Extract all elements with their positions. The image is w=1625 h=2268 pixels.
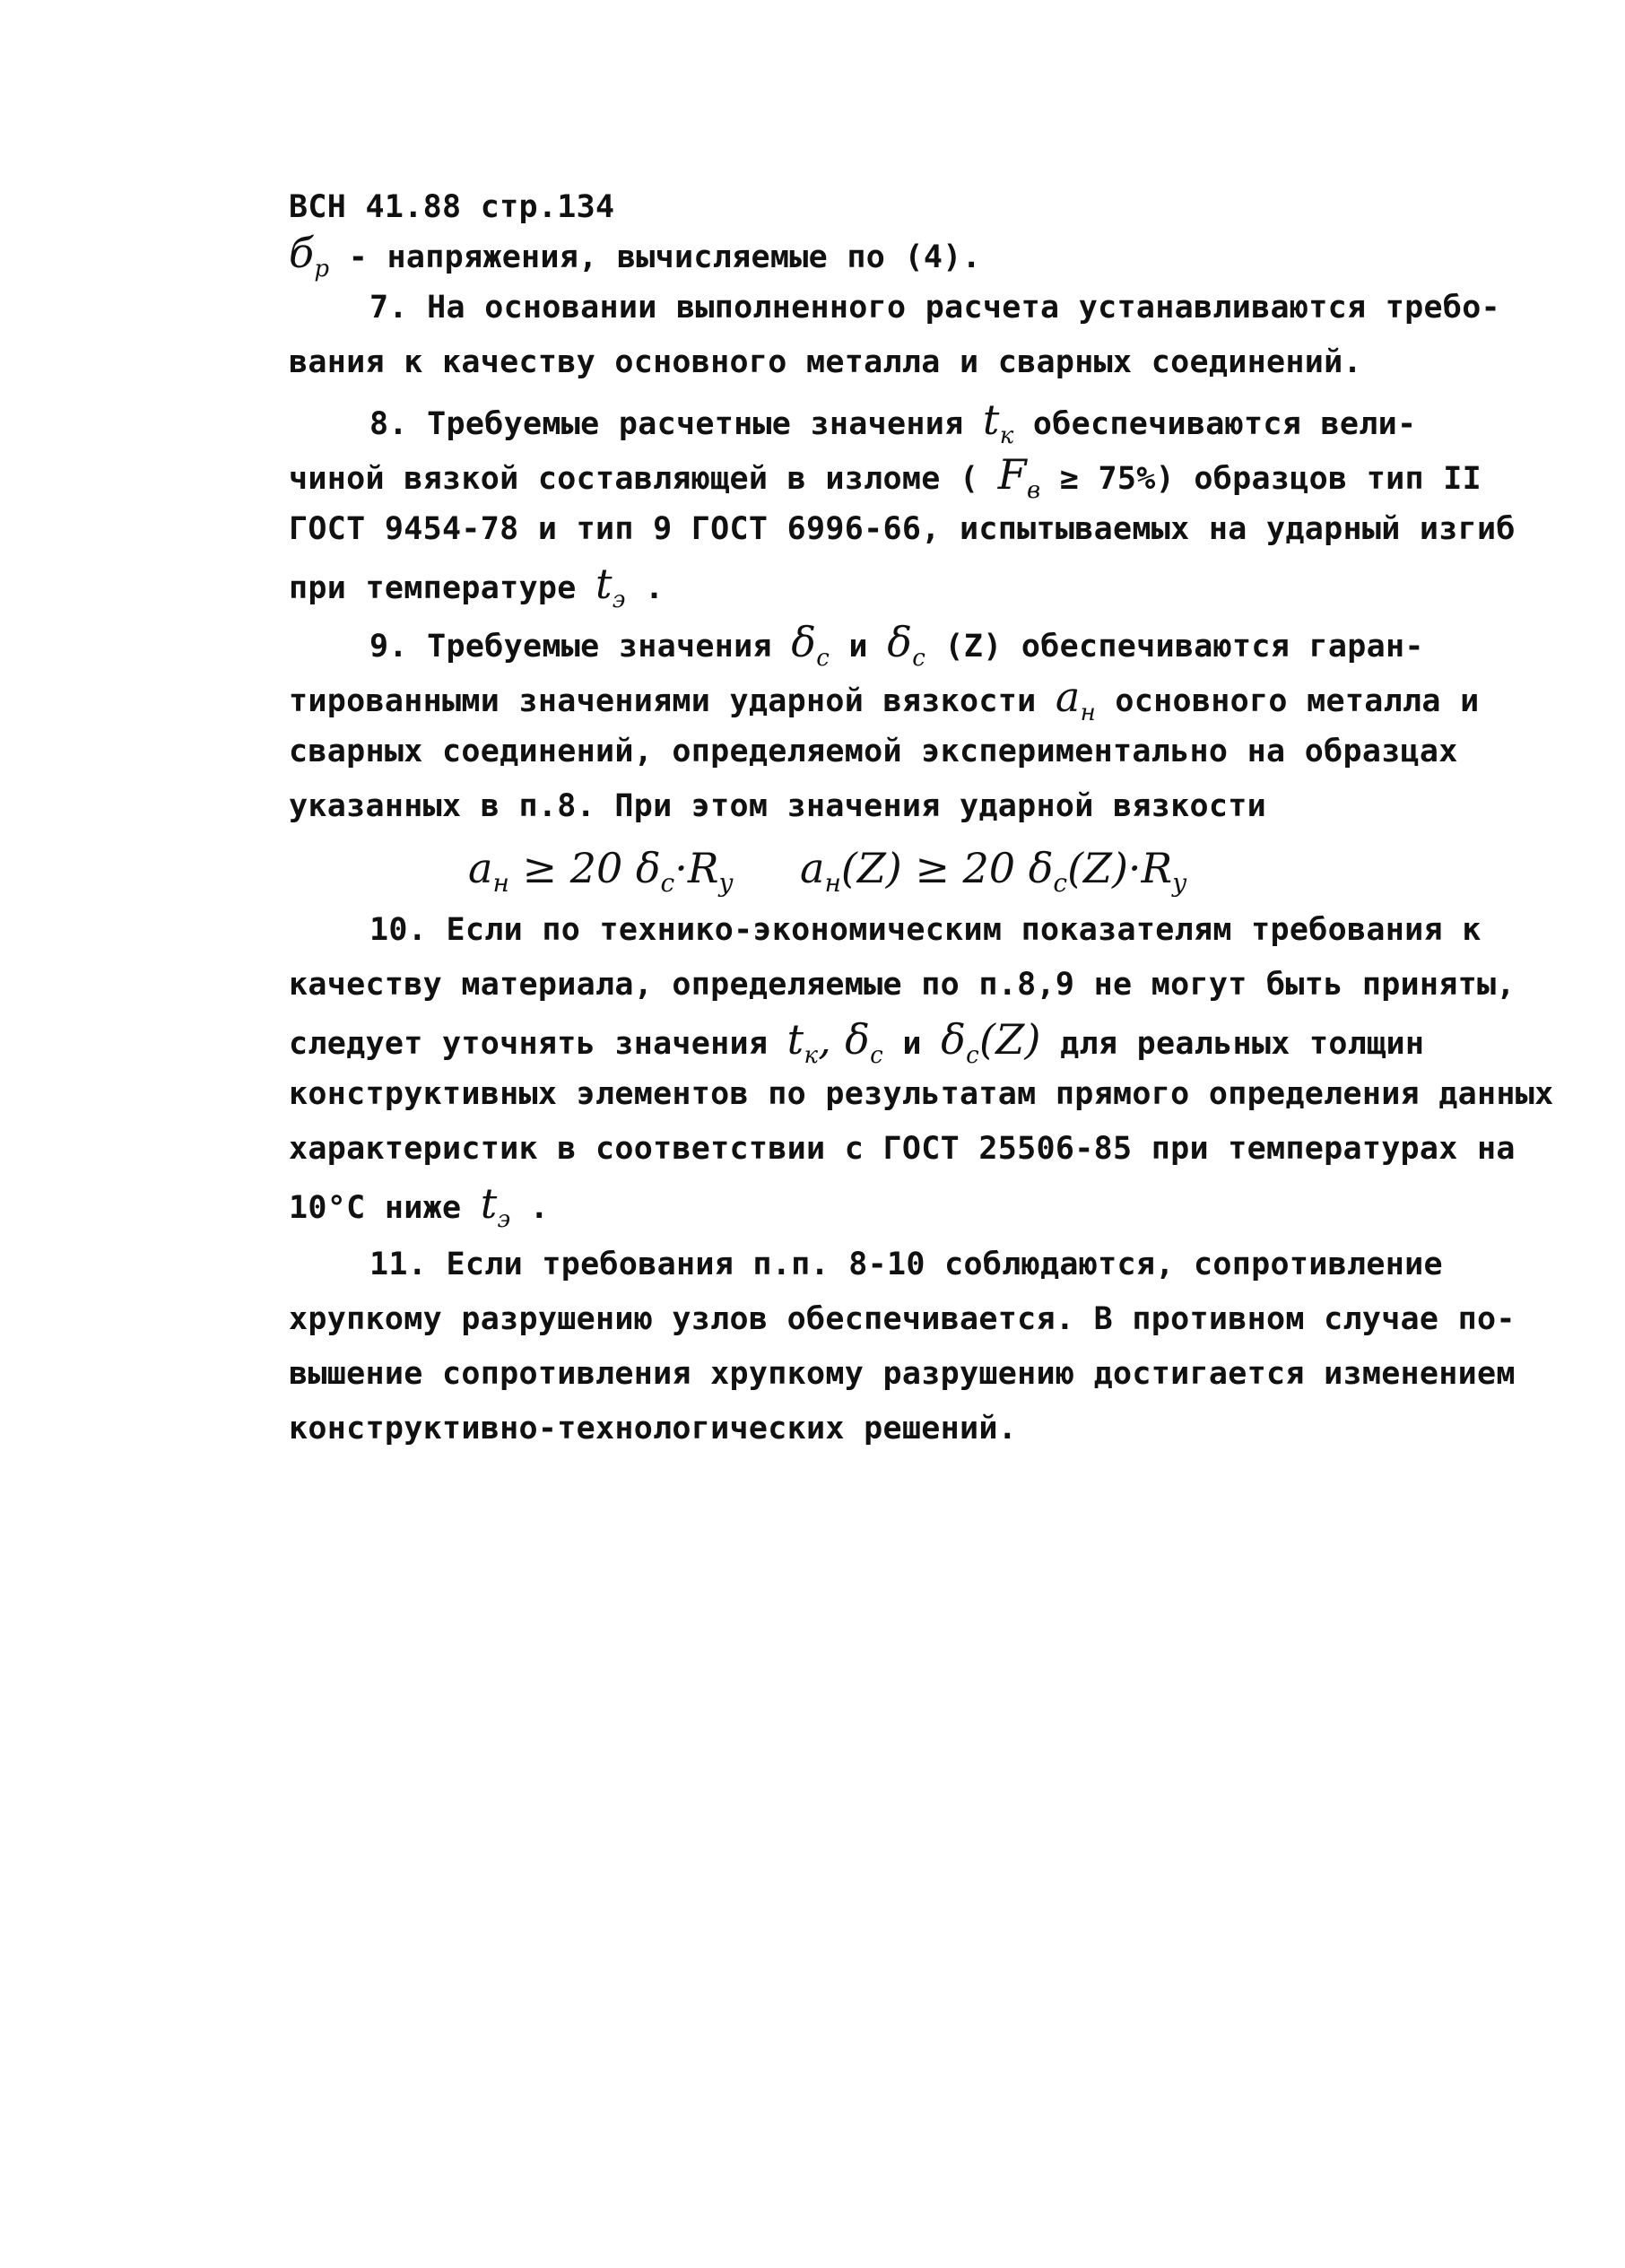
- p8-line-2: [289, 448, 1482, 505]
- p8-text-2b: ≥ 75%) образцов тип II: [1040, 461, 1482, 497]
- an-glyph: a: [1055, 673, 1081, 721]
- p9-text-2b: основного металла и: [1096, 683, 1480, 719]
- p9-text-1b: и: [830, 629, 888, 665]
- formula-1-y-sub: y: [718, 868, 734, 899]
- sigma-glyph: б: [289, 229, 315, 277]
- sigma-symbol: [289, 226, 329, 296]
- p10-text-2: качеству материала, определяемые по п.8,9 не могут быть приняты,: [289, 967, 1516, 1003]
- p10-text-3a: следует уточнять значения: [289, 1026, 787, 1062]
- tk2-sub: к: [804, 1042, 819, 1070]
- p8-text-1a: 8. Требуемые расчетные значения: [369, 406, 983, 442]
- te2-symbol: [481, 1177, 511, 1247]
- p7-line-2: [289, 335, 1446, 389]
- p11-text-3: вышение сопротивления хрупкому разрушению достигается изменением: [289, 1356, 1516, 1392]
- delta-sub-2: c: [912, 645, 926, 673]
- p11-line-1: [369, 1238, 1446, 1291]
- p9-text-4: указанных в п.8. При этом значения ударной вязкости: [289, 788, 1266, 824]
- tk-sub: к: [999, 422, 1014, 450]
- p8-line-3: [289, 502, 1516, 556]
- te-glyph: t: [595, 560, 613, 608]
- p11-line-3: [289, 1347, 1516, 1401]
- p10-text-3b: для реальных толщин: [1040, 1026, 1425, 1062]
- p7-line-1: [369, 281, 1500, 335]
- p8-text-4b: .: [625, 570, 665, 606]
- formula-1-rest: ≥ 20 δ: [508, 844, 661, 892]
- formula-2-r: (Z)·R: [1067, 844, 1173, 892]
- p8-line-4: [289, 557, 1446, 614]
- formula-1-r: ·R: [674, 844, 719, 892]
- p10-line-2: [289, 958, 1516, 1012]
- p7-text-2: вания к качеству основного металла и сварных соединений.: [289, 344, 1362, 380]
- formula-2-a: a: [800, 844, 825, 892]
- fb-glyph: F: [997, 450, 1027, 499]
- p10-line-6: [289, 1177, 1446, 1234]
- delta3-sub: c: [966, 1042, 980, 1070]
- p8-text-1b: обеспечиваются вели-: [1013, 406, 1417, 442]
- p9-text-3: сварных соединений, определяемой экспериментально на образцах: [289, 734, 1458, 769]
- formula-2-a-sub: н: [824, 868, 841, 899]
- p10-text-3mid: и: [883, 1026, 942, 1062]
- delta3-glyph: δ: [941, 1015, 967, 1064]
- p7-text-1: 7. На основании выполненного расчета устанавливаются требо-: [369, 290, 1500, 326]
- delta-sub-1: c: [816, 645, 830, 673]
- formula-1-c-sub: c: [660, 868, 675, 899]
- p10-text-4: конструктивных элементов по результатам прямого определения данных: [289, 1076, 1554, 1112]
- formula-2-rest: (Z) ≥ 20 δ: [840, 844, 1054, 892]
- p10-text-5: характеристик в соответствии с ГОСТ 25506-85 при температурах на: [289, 1131, 1516, 1167]
- delta3-rest: (Z): [979, 1015, 1041, 1064]
- formula-2-c-sub: c: [1053, 868, 1068, 899]
- delta2-glyph: , δ: [818, 1015, 871, 1064]
- p10-line-1: [369, 903, 1482, 957]
- p9-text-1a: 9. Требуемые значения: [369, 629, 792, 665]
- fb-sub: в: [1026, 477, 1041, 505]
- sigma-sub: р: [314, 256, 330, 283]
- p11-text-4: конструктивно-технологических решений.: [289, 1411, 1018, 1447]
- te2-sub: э: [497, 1206, 511, 1234]
- formula-1: [468, 837, 733, 899]
- p9-line-1: [369, 615, 1446, 673]
- p8-line-1: [369, 393, 1446, 450]
- p10-text-6b: .: [510, 1190, 550, 1226]
- formula-2-y-sub: y: [1172, 868, 1187, 899]
- p10-line-3: [289, 1012, 1446, 1070]
- p9-line-3: [289, 725, 1458, 778]
- p8-text-4a: при температуре: [289, 570, 595, 606]
- p9-text-2a: тированными значениями ударной вязкости: [289, 683, 1056, 719]
- legend-text: - напряжения, вычисляемые по (4).: [329, 239, 981, 275]
- p11-text-1: 11. Если требования п.п. 8-10 соблюдаются, сопротивление: [369, 1247, 1443, 1282]
- p11-text-2: хрупкому разрушению узлов обеспечивается. В противном случае по-: [289, 1301, 1516, 1337]
- p9-line-2: [289, 670, 1480, 727]
- tk-glyph: t: [982, 395, 1000, 444]
- formula-2: [800, 837, 1186, 899]
- te2-glyph: t: [480, 1179, 498, 1228]
- an-sub: н: [1080, 700, 1097, 727]
- p10-line-5: [289, 1122, 1516, 1176]
- tk2-glyph: t: [786, 1015, 804, 1064]
- p11-line-2: [289, 1292, 1516, 1346]
- p10-text-1: 10. Если по технико-экономическим показателям требования к: [369, 912, 1482, 948]
- delta-glyph-2: δ: [887, 618, 913, 666]
- p9-line-4: [289, 779, 1446, 833]
- p10-line-4: [289, 1067, 1554, 1121]
- formula-1-a-sub: н: [492, 868, 509, 899]
- p8-text-3: ГОСТ 9454-78 и тип 9 ГОСТ 6996-66, испытываемых на ударный изгиб: [289, 511, 1516, 547]
- delta2-sub: c: [870, 1042, 884, 1070]
- delta-glyph-1: δ: [791, 618, 817, 666]
- legend-line: [289, 226, 1446, 283]
- formula-1-a: a: [468, 844, 493, 892]
- p9-text-1c: (Z) обеспечиваются гаран-: [925, 629, 1424, 665]
- te-sub: э: [612, 587, 626, 614]
- p10-text-6a: 10°С ниже: [289, 1190, 481, 1226]
- p8-text-2a: чиной вязкой составляющей в изломе (: [289, 461, 998, 497]
- p11-line-4: [289, 1402, 1446, 1456]
- header-text: ВСН 41.88 стр.134: [289, 189, 615, 225]
